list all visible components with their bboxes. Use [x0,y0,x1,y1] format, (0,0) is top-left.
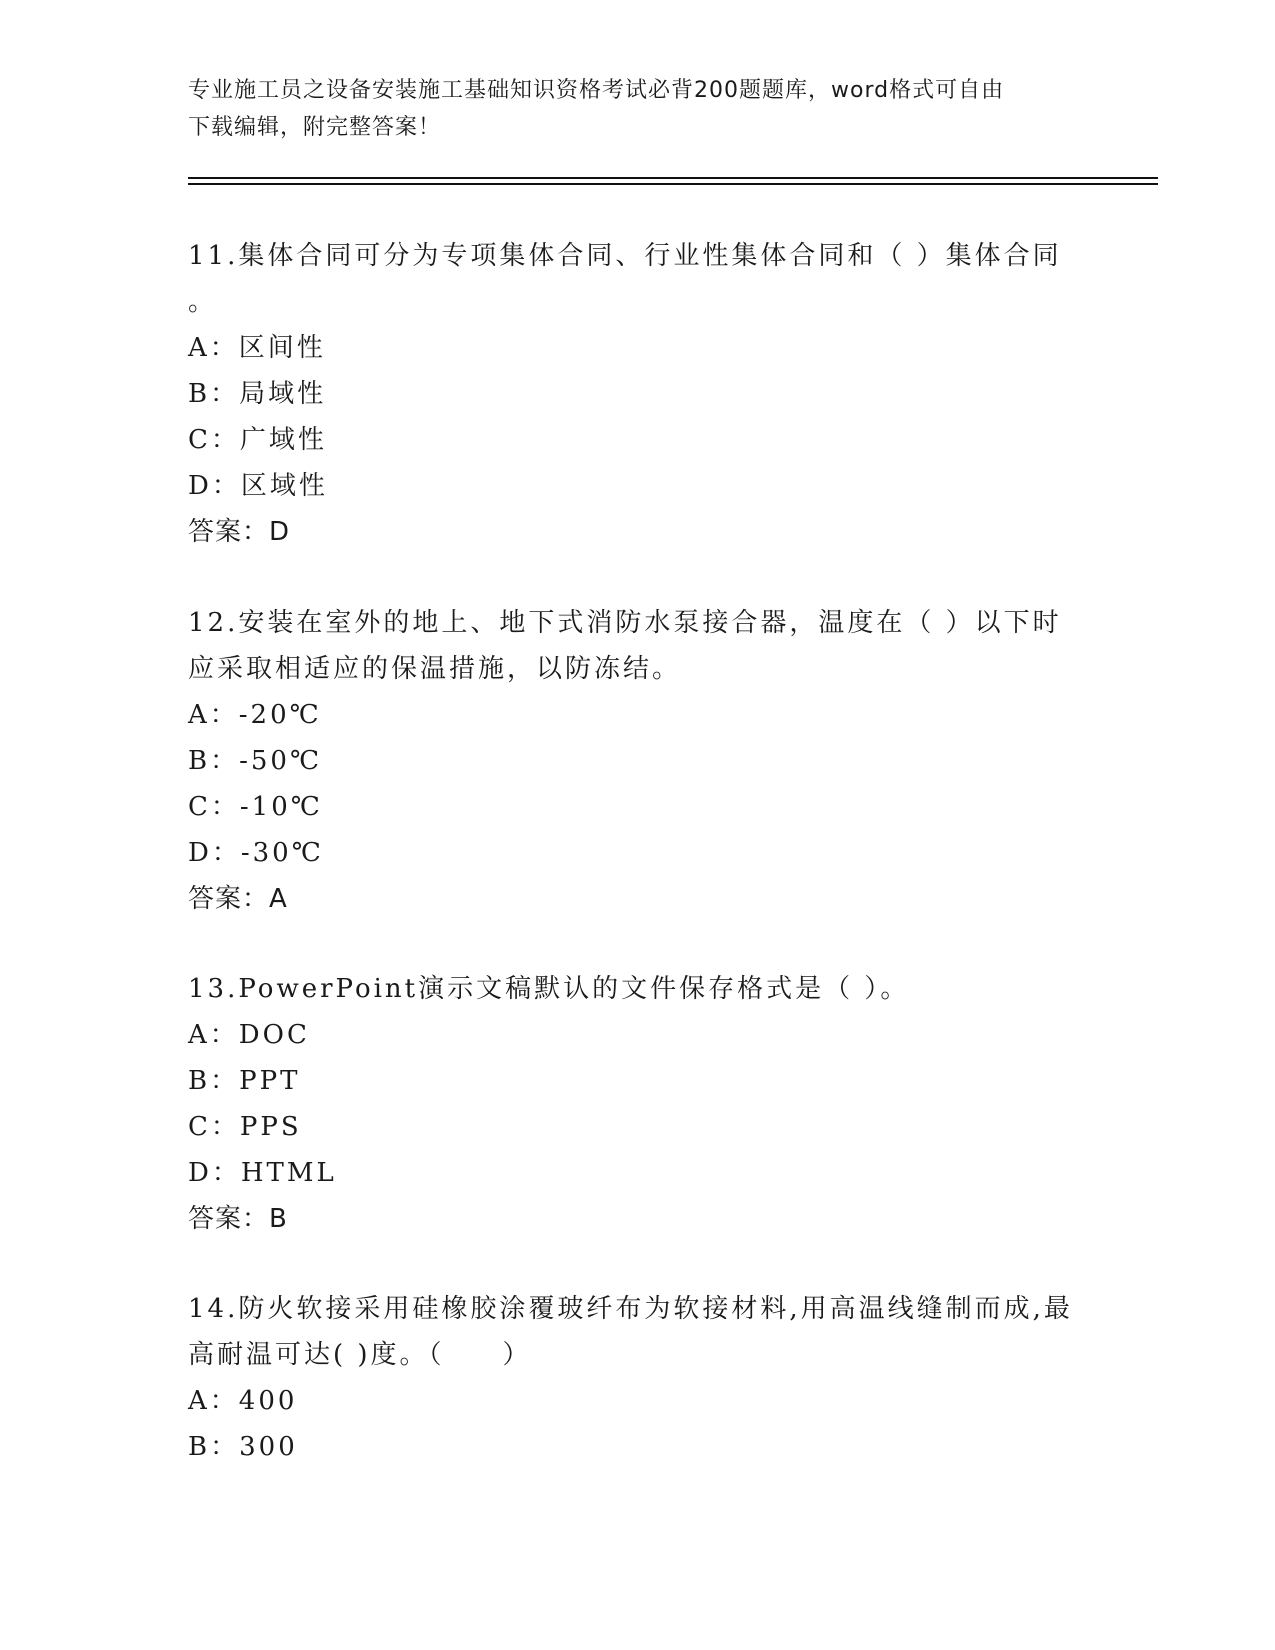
option-b: B：PPT [188,1066,301,1096]
question-11 [188,233,1088,555]
option-d: D：-30℃ [188,838,324,868]
option-a: A：DOC [188,1020,310,1050]
option-d: D：HTML [188,1158,337,1188]
question-stem-continued: 高耐温可达( )度。（ ） [188,1340,532,1370]
document-header [188,72,1088,146]
option-c: C：广域性 [188,425,327,455]
option-a: A：区间性 [188,333,326,363]
answer: 答案：A [188,884,288,914]
option-b: B：局域性 [188,379,327,409]
question-stem-continued: 。 [188,287,218,317]
option-b: B：-50℃ [188,746,323,776]
question-stem-continued: 应采取相适应的保温措施，以防冻结。 [188,654,682,684]
option-a: A：-20℃ [188,700,322,730]
question-stem: 12.安装在室外的地上、地下式消防水泵接合器，温度在（ ）以下时 [188,608,1062,638]
answer: 答案：B [188,1204,288,1234]
option-c: C：PPS [188,1112,302,1142]
question-12 [188,600,1088,922]
question-14 [188,1286,1088,1470]
question-stem: 13.PowerPoint演示文稿默认的文件保存格式是（ ）。 [188,974,910,1004]
question-stem: 14.防火软接采用硅橡胶涂覆玻纤布为软接材料,用高温线缝制而成,最 [188,1294,1073,1324]
option-d: D：区域性 [188,471,328,501]
header-line-2: 下载编辑，附完整答案！ [188,115,442,140]
header-line-1: 专业施工员之设备安装施工基础知识资格考试必背200题题库，word格式可自由 [188,78,1005,103]
option-c: C：-10℃ [188,792,323,822]
question-stem: 11.集体合同可分为专项集体合同、行业性集体合同和（ ）集体合同 [188,241,1062,271]
question-13 [188,966,1088,1242]
option-a: A：400 [188,1386,298,1416]
header-divider-top [188,177,1158,179]
option-b: B：300 [188,1432,298,1462]
answer: 答案：D [188,517,291,547]
header-divider-bottom [188,183,1158,185]
